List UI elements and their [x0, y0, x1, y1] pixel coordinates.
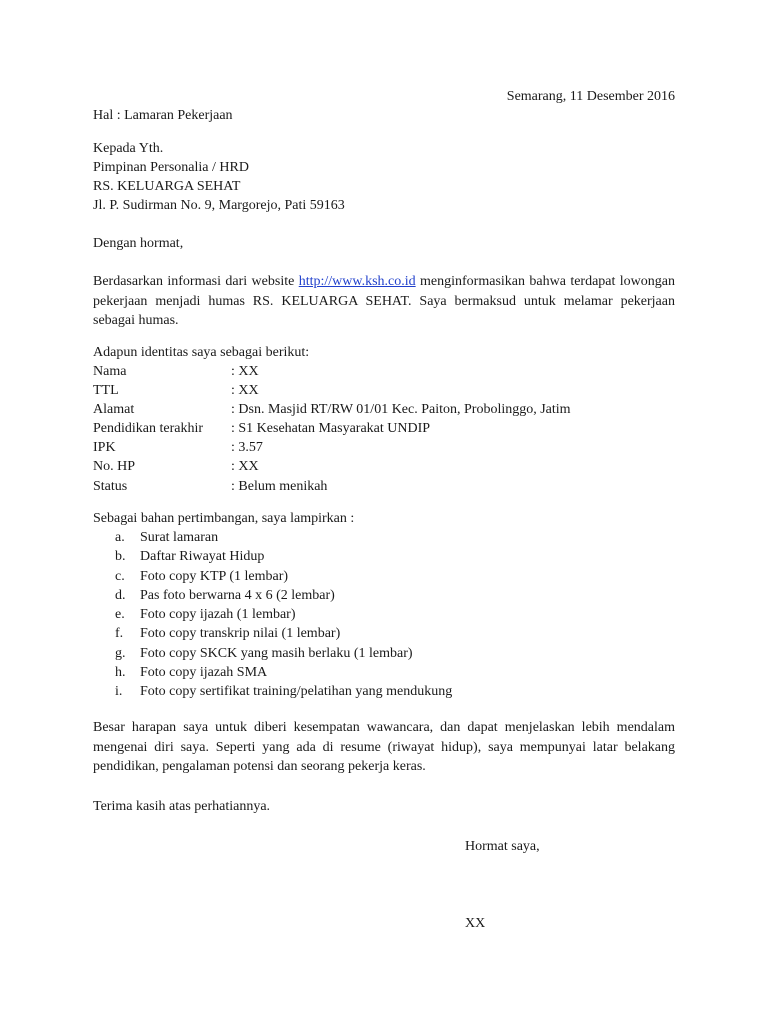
intro-paragraph: [93, 272, 675, 331]
attachment-text: Surat lamaran: [140, 530, 219, 545]
identity-label: No. HP: [93, 459, 136, 474]
attachment-letter: f.: [115, 626, 124, 641]
attachments-intro: Sebagai bahan pertimbangan, saya lampirkan :: [93, 511, 355, 526]
identity-value: : Dsn. Masjid RT/RW 01/01 Kec. Paiton, Probolinggo, Jatim: [231, 402, 571, 417]
website-link[interactable]: http://www.ksh.co.id: [298, 274, 416, 289]
letter-date: Semarang, 11 Desember 2016: [506, 89, 675, 104]
recipient-line: RS. KELUARGA SEHAT: [93, 179, 241, 194]
attachment-letter: b.: [115, 549, 126, 564]
identity-value: : 3.57: [231, 440, 263, 455]
intro-text-before: Berdasarkan informasi dari website: [93, 274, 299, 289]
identity-value: : S1 Kesehatan Masyarakat UNDIP: [231, 421, 431, 436]
recipient-address: Jl. P. Sudirman No. 9, Margorejo, Pati 59163: [93, 198, 345, 213]
identity-label: Pendidikan terakhir: [93, 421, 204, 436]
attachment-letter: a.: [115, 530, 125, 545]
identity-label: Nama: [93, 364, 127, 379]
attachment-letter: i.: [115, 684, 123, 699]
attachment-letter: c.: [115, 569, 125, 584]
identity-value: : XX: [231, 383, 259, 398]
attachment-letter: h.: [115, 665, 126, 680]
letter-subject: Hal : Lamaran Pekerjaan: [93, 108, 233, 123]
greeting: Dengan hormat,: [93, 236, 184, 251]
attachment-text: Daftar Riwayat Hidup: [140, 549, 265, 564]
identity-label: Status: [93, 479, 128, 494]
identity-label: TTL: [93, 383, 119, 398]
identity-value: : Belum menikah: [231, 479, 328, 494]
identity-value: : XX: [231, 459, 259, 474]
identity-label: IPK: [93, 440, 116, 455]
identity-label: Alamat: [93, 402, 135, 417]
thanks-line: Terima kasih atas perhatiannya.: [93, 799, 271, 814]
attachment-text: Pas foto berwarna 4 x 6 (2 lembar): [140, 588, 335, 603]
attachment-text: Foto copy sertifikat training/pelatihan yang mendukung: [140, 684, 453, 699]
attachment-letter: e.: [115, 607, 125, 622]
recipient-line: Kepada Yth.: [93, 141, 164, 156]
intro-text-after: menginformasikan bahwa terdapat lowongan pekerjaan menjadi humas RS. KELUARGA SEHAT. Saya bermaksud untuk melamar pekerjaan sebagai humas.: [93, 274, 676, 328]
recipient-line: Pimpinan Personalia / HRD: [93, 160, 249, 175]
signoff: Hormat saya,: [465, 839, 540, 854]
attachment-letter: d.: [115, 588, 126, 603]
attachment-text: Foto copy transkrip nilai (1 lembar): [140, 626, 341, 641]
attachment-text: Foto copy ijazah SMA: [140, 665, 268, 680]
attachment-letter: g.: [115, 646, 126, 661]
identity-intro: Adapun identitas saya sebagai berikut:: [93, 345, 310, 360]
attachment-text: Foto copy SKCK yang masih berlaku (1 lembar): [140, 646, 413, 661]
identity-value: : XX: [231, 364, 259, 379]
signature-name: XX: [465, 916, 486, 931]
closing-paragraph: Besar harapan saya untuk diberi kesempatan wawancara, dan dapat menjelaskan lebih mendalam mengenai diri saya. Seperti yang ada di resume (riwayat hidup), saya mempunyai latar belakang pendidikan, pengalaman potensi dan seorang pekerja keras.: [93, 720, 675, 774]
attachment-text: Foto copy KTP (1 lembar): [140, 569, 289, 584]
attachment-text: Foto copy ijazah (1 lembar): [140, 607, 296, 622]
